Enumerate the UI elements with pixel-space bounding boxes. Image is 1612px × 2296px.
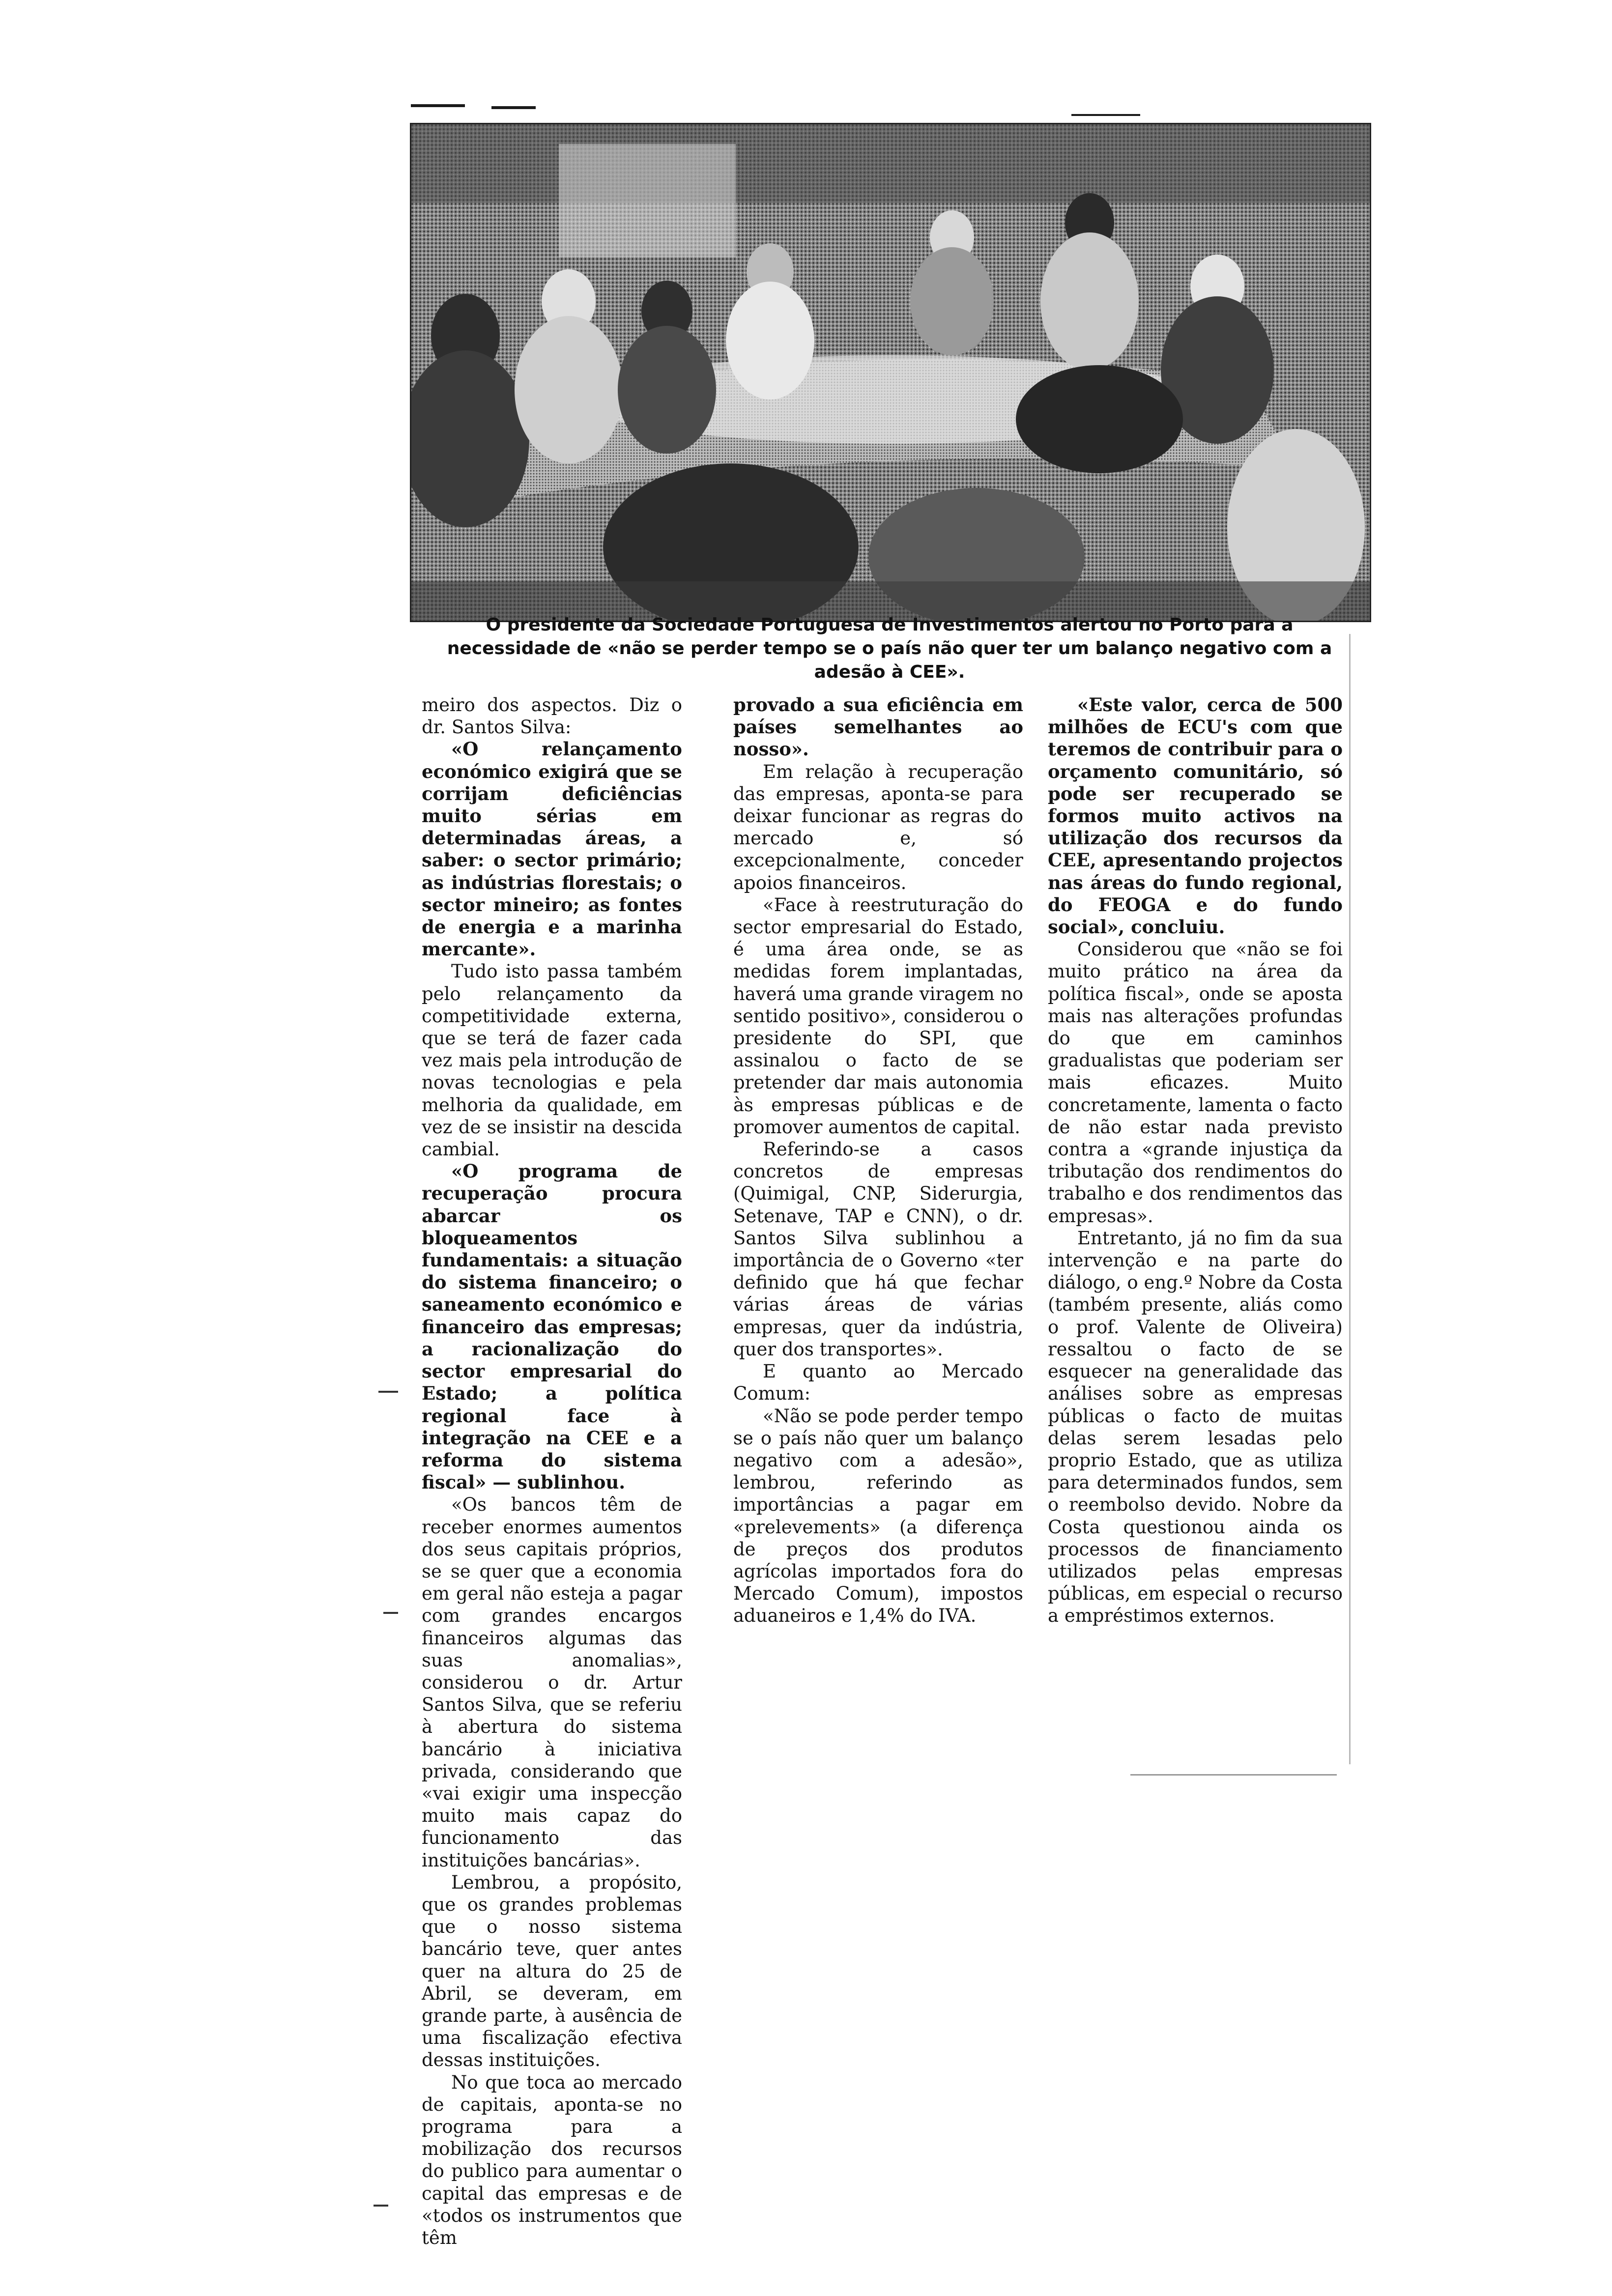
paragraph: No que toca ao mercado de capitais, aponta-se no programa para a mobilização dos recursos do publico para aumentar o capital das empresas e de «todos os instrumentos que têm	[422, 2071, 682, 2249]
news-photo	[410, 123, 1371, 622]
paragraph: E quanto ao Mercado Comum:	[733, 1361, 1023, 1405]
article-column-3	[1048, 694, 1343, 1627]
quote-text: «Este valor, cerca de 500 milhões de ECU's com que teremos de contribuir para o orçamento comunitário, só pode ser recuperado se formos muito activos na utilização dos recursos da CEE, apresentando projectos nas áreas do fundo regional, do FEOGA e do fundo social», concluiu.	[1048, 694, 1343, 938]
quote-text: provado a sua eficiência em países semelhantes ao nosso».	[733, 694, 1023, 760]
paragraph	[422, 1160, 682, 1493]
paragraph: «Os bancos têm de receber enormes aumentos dos seus capitais próprios, se se quer que a economia em geral não esteja a pagar com grandes encargos financeiros algumas das suas anomalias», considerou o dr. Artur Santos Silva, que se referiu à abertura do sistema bancário à iniciativa privada, considerando que «vai exigir uma inspecção muito mais capaz do funcionamento das instituições bancárias».	[422, 1494, 682, 1871]
paragraph: Entretanto, já no fim da sua intervenção e na parte do diálogo, o eng.º Nobre da Costa (também presente, aliás como o prof. Valente de Oliveira) ressaltou o facto de se esquecer na generalidade das análises sobre as empresas públicas o facto de muitas delas serem lesadas pelo proprio Estado, que as utiliza para determinados fundos, sem o reembolso devido. Nobre da Costa questionou ainda os processos de financiamento utilizados pelas empresas públicas, em especial o recurso a empréstimos externos.	[1048, 1227, 1343, 1627]
article-column-2	[733, 694, 1023, 1627]
photo-caption: O presidente da Sociedade Portuguesa de Investimentos alertou no Porto para a necessidade de «não se perder tempo se o país não quer ter um balanço negativo com a adesão à CEE».	[447, 615, 1332, 682]
paragraph: meiro dos aspectos. Diz o dr. Santos Silva:	[422, 694, 682, 738]
scan-speck	[378, 1391, 398, 1393]
paragraph	[422, 738, 682, 960]
scan-speck	[1130, 1774, 1337, 1776]
top-rule-right	[1071, 114, 1140, 116]
paragraph: Tudo isto passa também pelo relançamento da competitividade externa, que se terá de fazer cada vez mais pela introdução de novas tecnologias e pela melhoria da qualidade, em vez de se insistir na descida cambial.	[422, 961, 682, 1160]
quote-text: «O programa de recuperação procura abarcar os bloqueamentos fundamentais: a situação do sistema financeiro; o saneamento económico e financeiro das empresas; a racionalização do sector empresarial do Estado; a política regional face à integração na CEE e a reforma do sistema fiscal» — sublinhou.	[422, 1160, 682, 1493]
paragraph: «Face à reestruturação do sector empresarial do Estado, é uma área onde, se as medidas forem implantadas, haverá uma grande viragem no sentido positivo», considerou o presidente do SPI, que assinalou o facto de se pretender dar mais autonomia às empresas públicas e de promover aumentos de capital.	[733, 894, 1023, 1138]
scan-speck	[374, 2205, 388, 2207]
paragraph	[1048, 694, 1343, 938]
paragraph: Referindo-se a casos concretos de empresas (Quimigal, CNP, Siderurgia, Setenave, TAP e CNN), o dr. Santos Silva sublinhou a importância de o Governo «ter definido que há que fechar várias áreas de várias empresas, quer da indústria, quer dos transportes».	[733, 1139, 1023, 1360]
paragraph: Considerou que «não se foi muito prático na área da política fiscal», onde se aposta mais nas alterações profundas do que em caminhos gradualistas que poderiam ser mais eficazes. Muito concretamente, lamenta o facto de não estar nada previsto contra a «grande injustiça da tributação dos rendimentos do trabalho e dos rendimentos das empresas».	[1048, 939, 1343, 1227]
paragraph: Em relação à recuperação das empresas, aponta-se para deixar funcionar as regras do mercado e, só excepcionalmente, conceder apoios financeiros.	[733, 761, 1023, 893]
paragraph	[733, 694, 1023, 761]
top-rule-left	[411, 104, 465, 107]
paragraph: Lembrou, a propósito, que os grandes problemas que o nosso sistema bancário teve, quer antes quer na altura do 25 de Abril, se deveram, em grande parte, à ausência de uma fiscalização efectiva dessas instituições.	[422, 1871, 682, 2071]
article-column-1	[422, 694, 682, 2249]
paragraph: «Não se pode perder tempo se o país não quer um balanço negativo com a adesão», lembrou, referindo as importâncias a pagar em «prelevements» (a diferença de preços dos produtos agrícolas importados fora do Mercado Comum), impostos aduaneiros e 1,4% do IVA.	[733, 1405, 1023, 1627]
meeting-photo-image	[411, 124, 1370, 621]
top-rule-mid	[491, 106, 536, 109]
scan-speck	[383, 1612, 398, 1614]
scan-edge-right	[1349, 634, 1351, 1764]
quote-text: «O relançamento económico exigirá que se corrijam deficiências muito sérias em determinadas áreas, a saber: o sector primário; as indústrias florestais; o sector mineiro; as fontes de energia e a marinha mercante».	[422, 738, 682, 960]
